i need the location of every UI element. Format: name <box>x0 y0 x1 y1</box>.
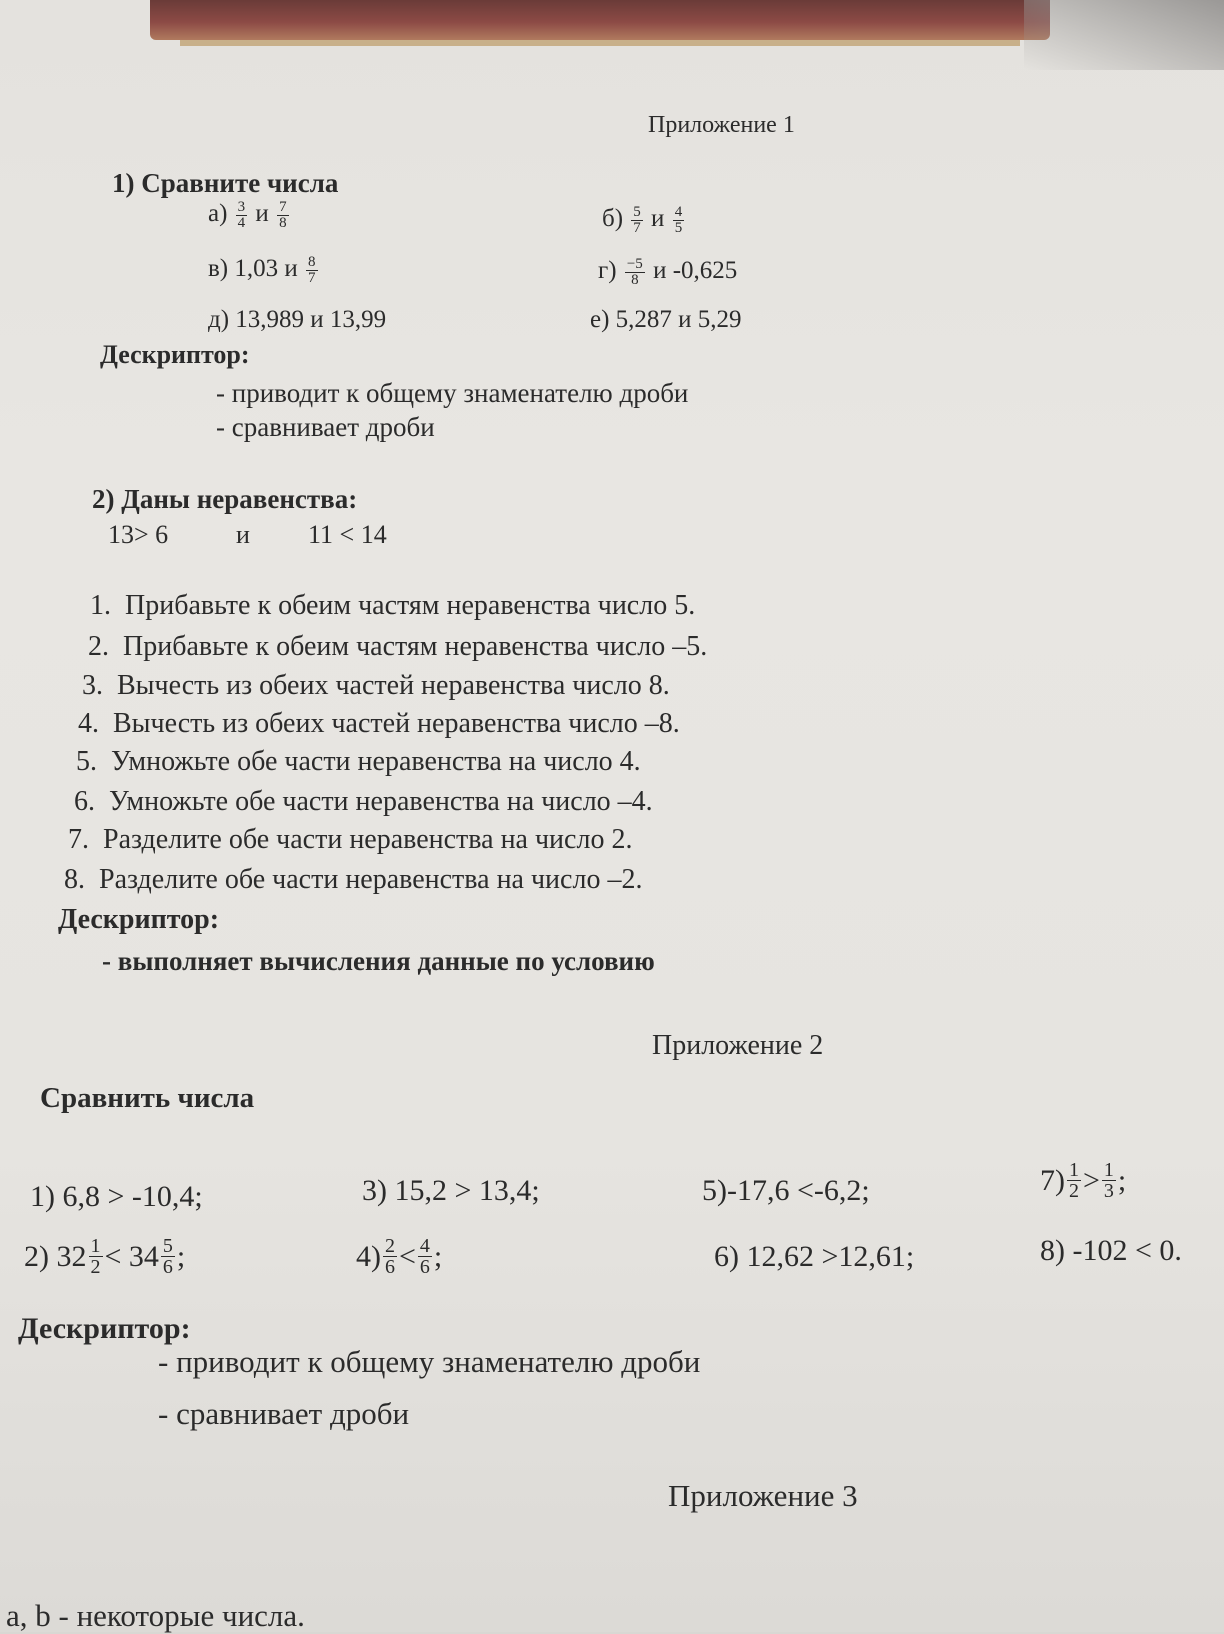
book-edge <box>150 0 1050 40</box>
appendix1-header: Приложение 1 <box>648 112 795 138</box>
fraction: $\frac{5}{6}$ <box>162 1235 173 1278</box>
step-item: 7. Разделите обе части неравенства на число 2. <box>68 824 633 855</box>
task2-title: 2) Даны неравенства: <box>92 484 358 514</box>
compare-item-2: 2) 32 $\frac{1}{2}$ < 34 $\frac{5}{6}$ ; <box>24 1235 186 1278</box>
descriptor2-item: - выполняет вычисления данные по условию <box>102 946 655 976</box>
descriptor3-item: - приводит к общему знаменателю дроби <box>158 1344 701 1379</box>
item-d: д) 13,989 и 13,99 <box>208 306 387 333</box>
fraction: $\frac{2}{6}$ <box>385 1235 395 1278</box>
appendix2-title: Сравнить числа <box>40 1082 255 1114</box>
compare-item-3: 3) 15,2 > 13,4; <box>362 1174 540 1207</box>
compare-item-1: 1) 6,8 > -10,4; <box>30 1180 203 1213</box>
step-item: 8. Разделите обе части неравенства на число –2. <box>64 864 643 895</box>
fraction: $\frac{-5}{8}$ <box>626 256 643 288</box>
fraction: $\frac{1}{3}$ <box>1103 1159 1114 1202</box>
fraction: $\frac{1}{2}$ <box>90 1235 101 1278</box>
fraction: $\frac{4}{6}$ <box>419 1235 430 1278</box>
compare-item-5: 5)-17,6 <-6,2; <box>702 1174 870 1207</box>
appendix3-header: Приложение 3 <box>668 1478 858 1513</box>
item-a: а) $\frac{3}{4}$ и $\frac{7}{8}$ <box>208 199 287 231</box>
compare-item-4: 4) $\frac{2}{6}$ < $\frac{4}{6}$ ; <box>356 1235 443 1278</box>
compare-item-6: 6) 12,62 >12,61; <box>714 1240 915 1273</box>
item-v: в) 1,03 и $\frac{8}{7}$ <box>208 254 316 286</box>
step-item: 2. Прибавьте к обеим частям неравенства число –5. <box>88 631 708 662</box>
descriptor3-title: Дескриптор: <box>18 1312 191 1345</box>
inequality-1: 13> 6 <box>108 520 169 549</box>
inequality-2: 11 < 14 <box>308 520 387 549</box>
descriptor1-title: Дескриптор: <box>100 340 250 369</box>
fraction: $\frac{1}{2}$ <box>1069 1159 1079 1202</box>
task1-title: 1) Сравните числа <box>112 168 339 198</box>
step-item: 6. Умножьте обе части неравенства на число –4. <box>74 786 653 817</box>
item-e: е) 5,287 и 5,29 <box>590 306 742 333</box>
item-a-label: а) <box>208 200 228 228</box>
compare-item-8: 8) -102 < 0. <box>1040 1234 1182 1267</box>
page-shadow <box>1024 0 1224 70</box>
step-item: 4. Вычесть из обеих частей неравенства число –8. <box>78 708 680 739</box>
compare-item-7: 7) $\frac{1}{2}$ > $\frac{1}{3}$ ; <box>1040 1159 1127 1202</box>
fraction: $\frac{5}{7}$ <box>633 204 641 236</box>
step-item: 5. Умножьте обе части неравенства на число 4. <box>76 746 641 777</box>
inequality-and: и <box>236 520 250 549</box>
fraction: $\frac{7}{8}$ <box>279 199 287 231</box>
step-item: 3. Вычесть из обеих частей неравенства число 8. <box>82 670 670 701</box>
step-item: 1. Прибавьте к обеим частям неравенства число 5. <box>90 590 696 621</box>
appendix2-header: Приложение 2 <box>652 1030 824 1061</box>
fraction: $\frac{4}{5}$ <box>674 204 683 236</box>
fraction: $\frac{3}{4}$ <box>237 199 246 231</box>
descriptor1-item: - сравнивает дроби <box>216 412 435 442</box>
descriptor3-item: - сравнивает дроби <box>158 1396 410 1431</box>
fraction: $\frac{8}{7}$ <box>308 254 316 286</box>
item-g: г) $\frac{-5}{8}$ и -0,625 <box>598 256 738 288</box>
item-b-label: б) <box>602 205 624 233</box>
item-b: б) $\frac{5}{7}$ и $\frac{4}{5}$ <box>602 204 683 236</box>
descriptor2-title: Дескриптор: <box>58 904 220 935</box>
appendix3-partial-line: a, b - некоторые числа. <box>6 1598 305 1633</box>
descriptor1-item: - приводит к общему знаменателю дроби <box>216 378 689 408</box>
